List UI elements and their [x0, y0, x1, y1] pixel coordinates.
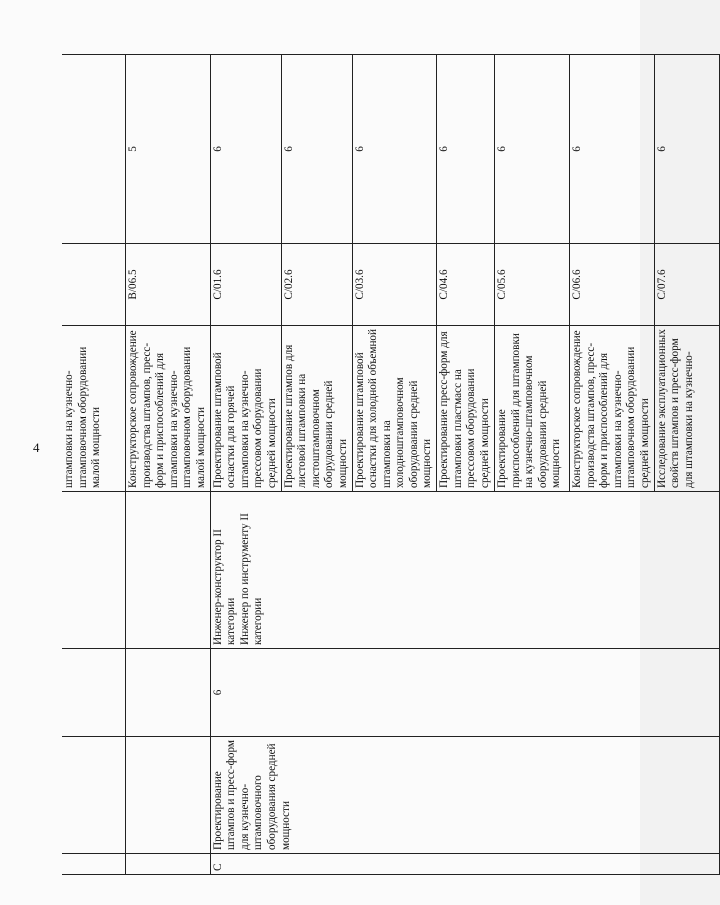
cell-continued-text: штамповки на кузнечно-штамповочном оборудовании малой мощности — [62, 326, 126, 492]
cell-function-level: 6 — [654, 55, 719, 244]
cell-function-name: Проектирование штампов для листовой штамповки на листоштамповочном оборудовании средней мощности — [281, 326, 352, 492]
cell-function-name: Проектирование штамповой оснастки для горячей штамповки на кузнечно-прессовом оборудовании средней мощности — [210, 326, 281, 492]
cell-blank — [62, 649, 126, 737]
cell-function-level: 6 — [570, 55, 655, 244]
page-number: 4 — [33, 440, 40, 455]
cell-function-code: C/05.6 — [495, 244, 570, 326]
cell-blank — [62, 244, 126, 326]
table-row — [126, 55, 211, 875]
cell-blank — [62, 55, 126, 244]
cell-function-level: 6 — [210, 55, 281, 244]
cell-function-name: Исследование эксплуатационных свойств штампов и пресс-форм для штамповки на кузнечно- — [654, 326, 719, 492]
cell-function-name: Проектирование пресс-форм для штамповки пластмасс на прессовом оборудовании средней мощности — [437, 326, 495, 492]
cell-function-name: Проектирование приспособлений для штамповки на кузнечно-штамповочном оборудовании средней мощности — [495, 326, 570, 492]
table-row — [210, 55, 281, 875]
cell-blank — [126, 649, 211, 737]
labor-functions-table — [62, 54, 720, 875]
cell-blank — [62, 737, 126, 854]
cell-blank — [126, 854, 211, 875]
cell-function-code: C/03.6 — [352, 244, 437, 326]
cell-function-level: 6 — [495, 55, 570, 244]
cell-group-name: Проектирование штампов и пресс-форм для кузнечно-штамповочного оборудования средней мощности — [210, 737, 719, 854]
cell-group-level: 6 — [210, 649, 719, 737]
cell-function-name: Конструкторское сопровождение производства штампов, пресс-форм и приспособлений для штамповки на кузнечно-штамповочном оборудовании средней мощности — [570, 326, 655, 492]
cell-function-code: C/07.6 — [654, 244, 719, 326]
cell-function-level: 6 — [352, 55, 437, 244]
cell-group-code: С — [210, 854, 719, 875]
cell-blank — [126, 737, 211, 854]
cell-function-code: C/04.6 — [437, 244, 495, 326]
positions-text: Инженер-конструктор II категории Инженер по инструменту II категории — [211, 513, 265, 645]
cell-blank — [62, 492, 126, 649]
cell-blank — [126, 492, 211, 649]
table-row — [62, 55, 126, 875]
cell-function-code: C/02.6 — [281, 244, 352, 326]
cell-function-level: 6 — [281, 55, 352, 244]
cell-function-name: Проектирование штамповой оснастки для холодной объемной штамповки на холодноштамповочном оборудовании средней мощности — [352, 326, 437, 492]
cell-positions — [210, 492, 719, 649]
cell-function-level: 6 — [437, 55, 495, 244]
cell-function-level: 5 — [126, 55, 211, 244]
cell-function-code: C/06.6 — [570, 244, 655, 326]
rotated-table-wrapper — [62, 55, 695, 875]
cell-function-code: B/06.5 — [126, 244, 211, 326]
cell-blank — [62, 854, 126, 875]
cell-function-code: C/01.6 — [210, 244, 281, 326]
cell-function-name: Конструкторское сопровождение производства штампов, пресс-форм и приспособлений для штамповки на кузнечно-штамповочном оборудовании малой мощности — [126, 326, 211, 492]
